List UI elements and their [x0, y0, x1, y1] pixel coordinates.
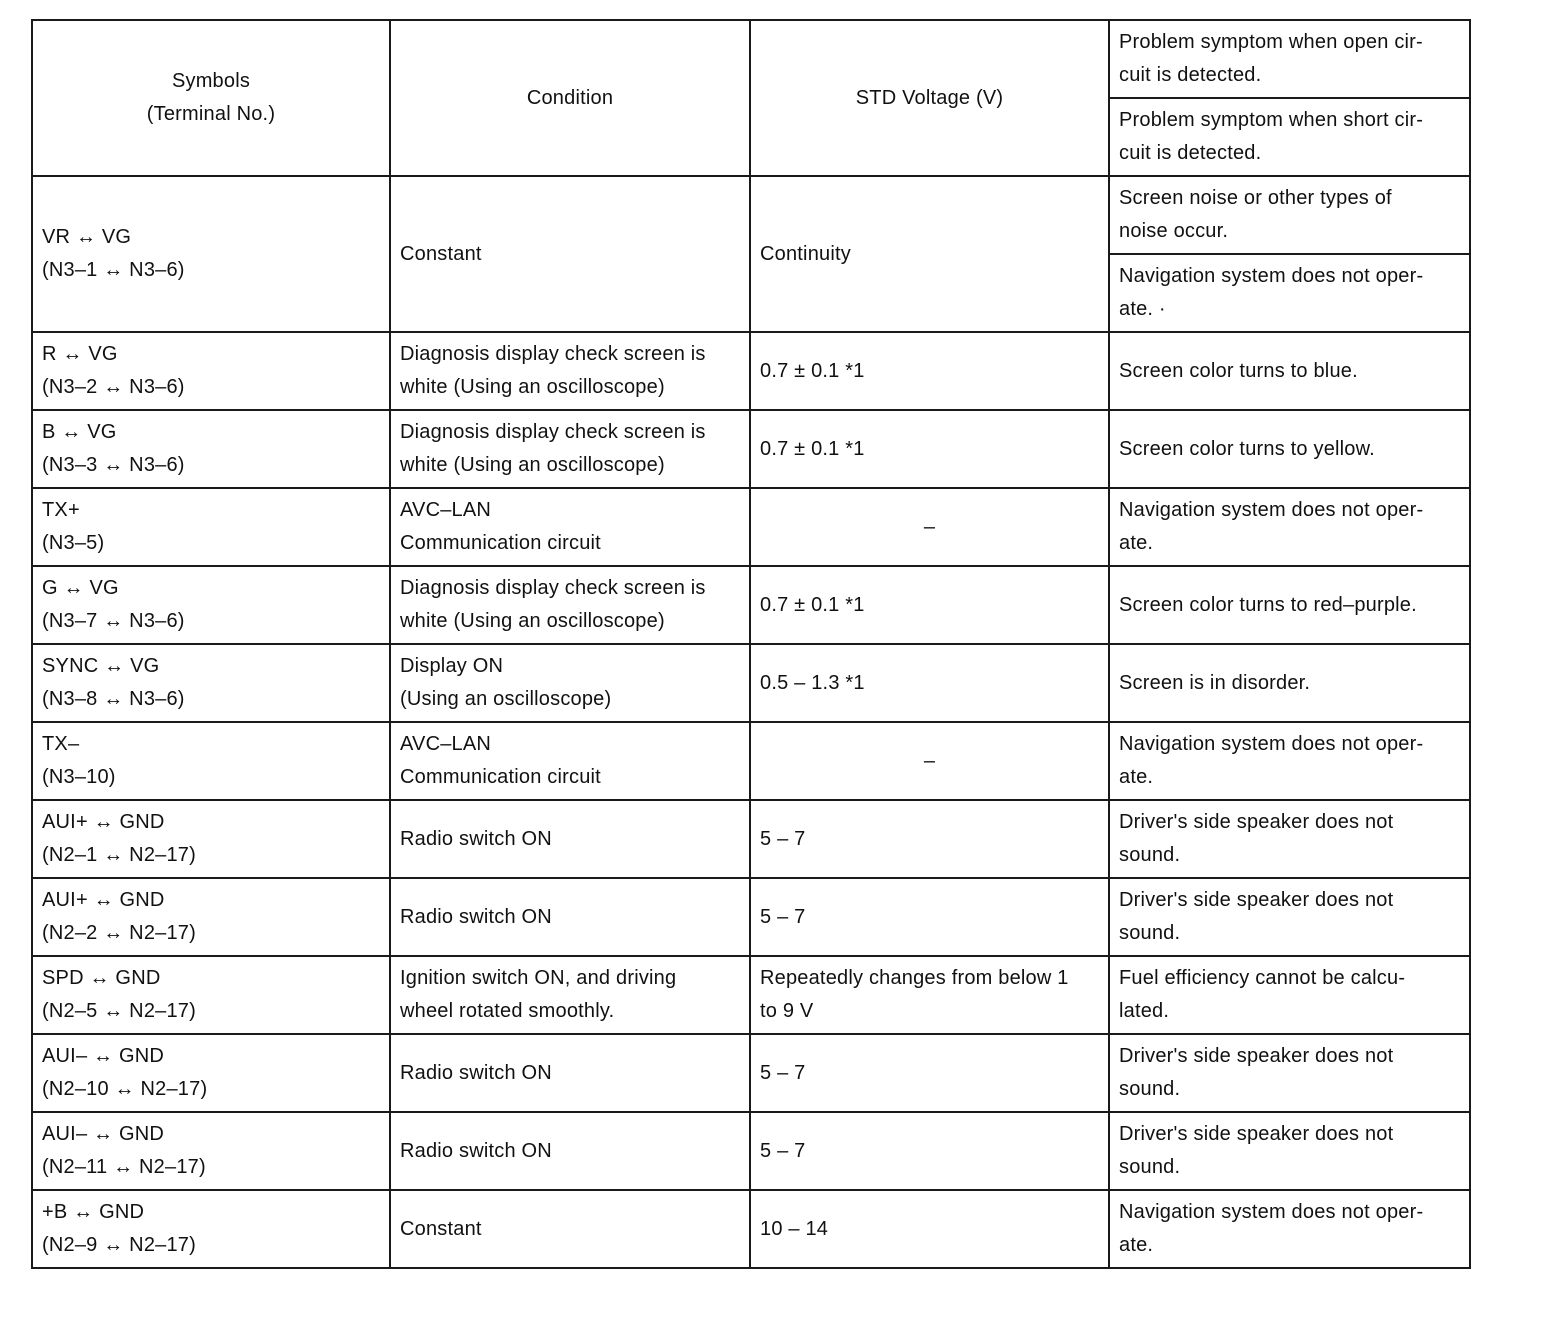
condition-line: AVC–LAN	[400, 733, 492, 755]
voltage-line: 5 – 7	[760, 1139, 806, 1162]
voltage-line: 0.7 ± 0.1 *1	[760, 437, 865, 460]
condition-line: Diagnosis display check screen is	[400, 421, 706, 443]
header-row	[32, 20, 1470, 98]
voltage-cell	[750, 956, 1109, 1034]
symbol-line: R ↔ VG	[42, 343, 118, 365]
voltage-cell	[750, 1034, 1109, 1112]
symbol-line: VR ↔ VG	[42, 226, 132, 248]
symptom-line: Driver's side speaker does not	[1119, 1045, 1394, 1067]
symptom-line: lated.	[1119, 1000, 1170, 1022]
header-symptom-open	[1109, 20, 1470, 98]
voltage-line: Repeatedly changes from below 1	[760, 967, 1069, 989]
symbol-line: (N2–1 ↔ N2–17)	[42, 844, 196, 866]
symbol-cell	[32, 722, 390, 800]
voltage-line: 0.5 – 1.3 *1	[760, 671, 865, 694]
terminal-line: (N3–1 ↔ N3–6)	[42, 259, 185, 281]
table-row	[32, 332, 1470, 410]
table-row	[32, 176, 1470, 254]
condition-line: Ignition switch ON, and driving	[400, 967, 677, 989]
condition-line: Communication circuit	[400, 766, 601, 788]
voltage-line: to 9 V	[760, 1000, 814, 1022]
condition-cell	[390, 488, 750, 566]
condition-line: AVC–LAN	[400, 499, 492, 521]
condition-line: Radio switch ON	[400, 905, 552, 928]
voltage-cell	[750, 332, 1109, 410]
voltage-cell	[750, 800, 1109, 878]
symbol-line: AUI+ ↔ GND	[42, 811, 165, 833]
condition-cell	[390, 878, 750, 956]
symbol-line: AUI+ ↔ GND	[42, 889, 165, 911]
table-row	[32, 566, 1470, 644]
condition-cell	[390, 1034, 750, 1112]
symptom-line: Driver's side speaker does not	[1119, 811, 1394, 833]
voltage-line: 5 – 7	[760, 1061, 806, 1084]
symptom-line: Driver's side speaker does not	[1119, 1123, 1394, 1145]
symptom-line: Screen is in disorder.	[1119, 671, 1311, 694]
condition-cell	[390, 176, 750, 332]
symptom-line: noise occur.	[1119, 220, 1229, 242]
symbol-line: (N3–2 ↔ N3–6)	[42, 376, 185, 398]
table-row	[32, 722, 1470, 800]
symptom-line: Screen color turns to red–purple.	[1119, 593, 1417, 616]
header-std-voltage: STD Voltage (V)	[750, 20, 1109, 176]
voltage-cell	[750, 1190, 1109, 1268]
condition-cell	[390, 566, 750, 644]
condition-cell	[390, 800, 750, 878]
symptom-line: Navigation system does not oper-	[1119, 733, 1424, 755]
symbol-cell	[32, 1034, 390, 1112]
symbol-line: (N2–9 ↔ N2–17)	[42, 1234, 196, 1256]
voltage-cell	[750, 878, 1109, 956]
voltage-cell	[750, 722, 1109, 800]
voltage-line: –	[923, 749, 936, 772]
table-row	[32, 1190, 1470, 1268]
terminal-voltage-table	[31, 19, 1471, 1269]
condition-cell	[390, 1112, 750, 1190]
voltage-line: 10 – 14	[760, 1217, 829, 1240]
header-symbols-line: Symbols	[171, 70, 251, 92]
symptom-line: ate.	[1119, 532, 1154, 554]
symptom-cell	[1109, 566, 1470, 644]
voltage-line: 5 – 7	[760, 905, 806, 928]
condition-line: Radio switch ON	[400, 1061, 552, 1084]
condition-line: white (Using an oscilloscope)	[400, 454, 665, 476]
symptom-line: Driver's side speaker does not	[1119, 889, 1394, 911]
symbol-line: SYNC ↔ VG	[42, 655, 160, 677]
header-symbols-line: (Terminal No.)	[146, 103, 276, 125]
condition-cell	[390, 644, 750, 722]
symptom-cell	[1109, 644, 1470, 722]
condition-line: Communication circuit	[400, 532, 601, 554]
symbol-cell	[32, 878, 390, 956]
condition-cell	[390, 410, 750, 488]
voltage-line: 0.7 ± 0.1 *1	[760, 593, 865, 616]
header-symptom-short-line: Problem symptom when short cir-	[1119, 109, 1424, 131]
symbol-line: (N3–10)	[42, 766, 116, 788]
symbol-line: (N2–5 ↔ N2–17)	[42, 1000, 196, 1022]
symptom-line: Navigation system does not oper-	[1119, 1201, 1424, 1223]
symbol-line: (N3–7 ↔ N3–6)	[42, 610, 185, 632]
header-symptom-short	[1109, 98, 1470, 176]
symptom-line: ate. ·	[1119, 298, 1166, 320]
voltage-line: Continuity	[760, 242, 851, 265]
terminal-spec-sheet	[31, 19, 1471, 1269]
symptom-line: sound.	[1119, 922, 1181, 944]
voltage-line: –	[923, 515, 936, 538]
condition-line: Diagnosis display check screen is	[400, 343, 706, 365]
table-row	[32, 1112, 1470, 1190]
symptom-line: sound.	[1119, 844, 1181, 866]
condition-line: Diagnosis display check screen is	[400, 577, 706, 599]
condition-line: Constant	[400, 1217, 482, 1240]
table-row	[32, 488, 1470, 566]
symbol-line: (N3–8 ↔ N3–6)	[42, 688, 185, 710]
symptom-short-cell	[1109, 254, 1470, 332]
voltage-cell	[750, 488, 1109, 566]
symptom-line: ate.	[1119, 1234, 1154, 1256]
condition-line: Constant	[400, 242, 482, 265]
condition-line: white (Using an oscilloscope)	[400, 610, 665, 632]
voltage-cell	[750, 1112, 1109, 1190]
symptom-line: Screen color turns to blue.	[1119, 359, 1358, 382]
symptom-line: sound.	[1119, 1078, 1181, 1100]
symbol-line: (N3–5)	[42, 532, 105, 554]
symptom-line: Navigation system does not oper-	[1119, 499, 1424, 521]
voltage-line: 0.7 ± 0.1 *1	[760, 359, 865, 382]
condition-line: white (Using an oscilloscope)	[400, 376, 665, 398]
condition-line: Radio switch ON	[400, 827, 552, 850]
symbol-cell	[32, 176, 390, 332]
symptom-cell	[1109, 1190, 1470, 1268]
table-row	[32, 1034, 1470, 1112]
symbol-cell	[32, 488, 390, 566]
symptom-cell	[1109, 1112, 1470, 1190]
voltage-line: 5 – 7	[760, 827, 806, 850]
symptom-cell	[1109, 956, 1470, 1034]
symbol-cell	[32, 410, 390, 488]
voltage-cell	[750, 644, 1109, 722]
symbol-line: (N2–10 ↔ N2–17)	[42, 1078, 208, 1100]
symptom-line: Navigation system does not oper-	[1119, 265, 1424, 287]
symptom-open-cell	[1109, 176, 1470, 254]
header-symptom-open-line: cuit is detected.	[1119, 64, 1262, 86]
voltage-cell	[750, 410, 1109, 488]
symptom-cell	[1109, 722, 1470, 800]
symbol-line: (N3–3 ↔ N3–6)	[42, 454, 185, 476]
symbol-cell	[32, 332, 390, 410]
table-row	[32, 878, 1470, 956]
symptom-cell	[1109, 332, 1470, 410]
symbol-line: B ↔ VG	[42, 421, 117, 443]
symbol-line: +B ↔ GND	[42, 1201, 145, 1223]
condition-cell	[390, 332, 750, 410]
condition-line: wheel rotated smoothly.	[400, 1000, 615, 1022]
symbol-cell	[32, 1112, 390, 1190]
symbol-cell	[32, 1190, 390, 1268]
symbol-line: AUI– ↔ GND	[42, 1045, 165, 1067]
header-symptom-open-line: Problem symptom when open cir-	[1119, 31, 1423, 53]
symptom-line: ate.	[1119, 766, 1154, 788]
header-symbols	[32, 20, 390, 176]
symbol-cell	[32, 644, 390, 722]
condition-line: (Using an oscilloscope)	[400, 688, 612, 710]
symptom-line: Screen color turns to yellow.	[1119, 437, 1375, 460]
symptom-line: Fuel efficiency cannot be calcu-	[1119, 967, 1406, 989]
table-row	[32, 956, 1470, 1034]
table-row	[32, 410, 1470, 488]
symbol-line: TX–	[42, 733, 80, 755]
header-condition: Condition	[390, 20, 750, 176]
condition-cell	[390, 956, 750, 1034]
symptom-cell	[1109, 410, 1470, 488]
condition-line: Display ON	[400, 655, 504, 677]
condition-line: Radio switch ON	[400, 1139, 552, 1162]
symptom-line: Screen noise or other types of	[1119, 187, 1392, 209]
condition-cell	[390, 1190, 750, 1268]
symbol-cell	[32, 566, 390, 644]
symbol-cell	[32, 800, 390, 878]
symptom-cell	[1109, 488, 1470, 566]
symptom-cell	[1109, 800, 1470, 878]
symbol-line: AUI– ↔ GND	[42, 1123, 165, 1145]
voltage-cell	[750, 566, 1109, 644]
symptom-cell	[1109, 1034, 1470, 1112]
symbol-cell	[32, 956, 390, 1034]
condition-cell	[390, 722, 750, 800]
table-row	[32, 644, 1470, 722]
table-row	[32, 800, 1470, 878]
symbol-line: TX+	[42, 499, 80, 521]
header-symptom-short-line: cuit is detected.	[1119, 142, 1262, 164]
symbol-line: (N2–11 ↔ N2–17)	[42, 1156, 206, 1178]
symptom-cell	[1109, 878, 1470, 956]
symbol-line: (N2–2 ↔ N2–17)	[42, 922, 196, 944]
symptom-line: sound.	[1119, 1156, 1181, 1178]
symbol-line: SPD ↔ GND	[42, 967, 161, 989]
voltage-cell	[750, 176, 1109, 332]
symbol-line: G ↔ VG	[42, 577, 119, 599]
